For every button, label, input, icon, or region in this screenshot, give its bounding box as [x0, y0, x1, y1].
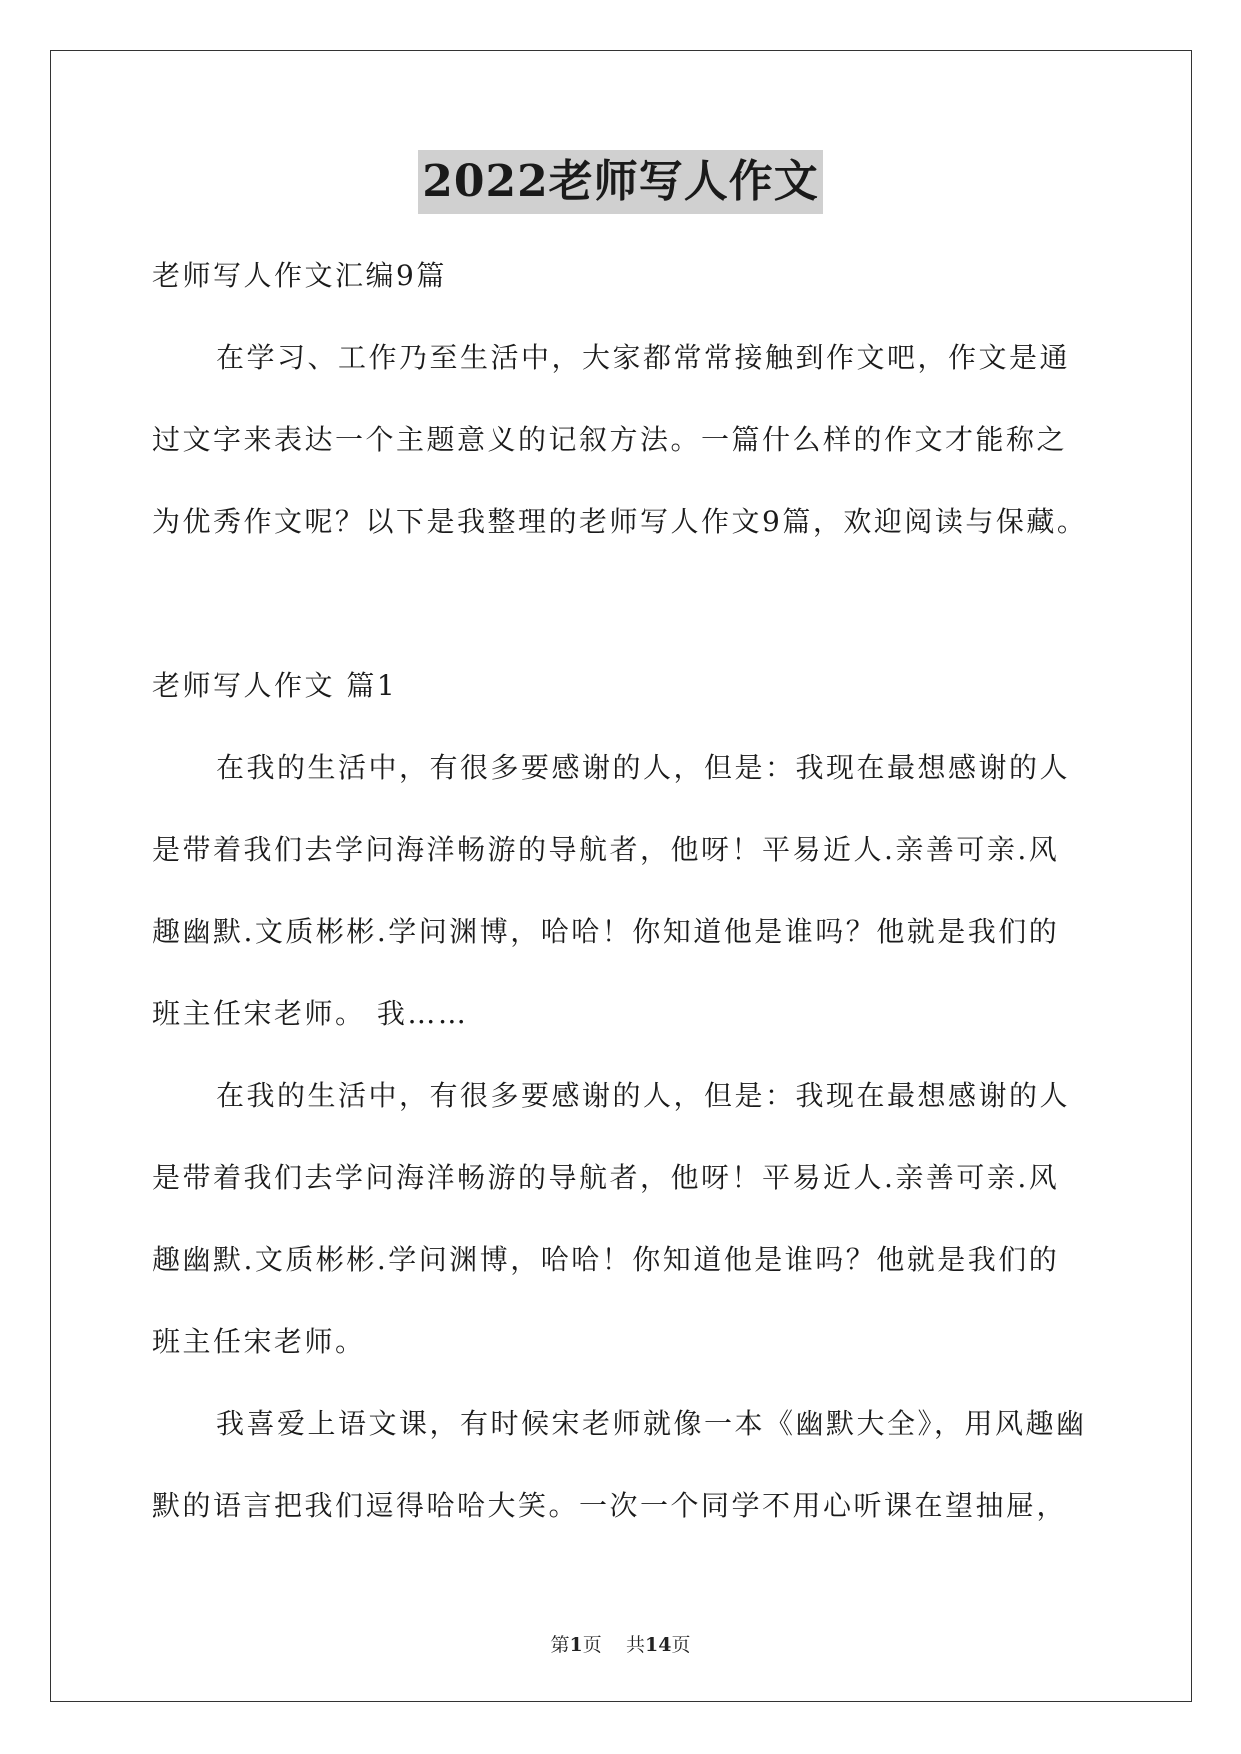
total-prefix: 共 — [625, 1634, 645, 1656]
total-suffix: 页 — [671, 1634, 691, 1656]
para1-line: 在我的生活中，有很多要感谢的人，但是：我现在最想感谢的人 — [216, 751, 1071, 784]
para1-line: 是带着我们去学问海洋畅游的导航者，他呀！平易近人.亲善可亲.风 — [152, 833, 1060, 866]
para2-line: 趣幽默.文质彬彬.学问渊博，哈哈！你知道他是谁吗？他就是我们的 — [152, 1243, 1060, 1276]
intro-line: 在学习、工作乃至生活中，大家都常常接触到作文吧，作文是通 — [216, 341, 1071, 374]
para2-line: 是带着我们去学问海洋畅游的导航者，他呀！平易近人.亲善可亲.风 — [152, 1161, 1060, 1194]
document-title: 2022老师写人作文 — [418, 150, 822, 214]
section-heading: 老师写人作文 篇1 — [152, 669, 398, 702]
title-container — [0, 150, 1241, 214]
intro-line: 为优秀作文呢？以下是我整理的老师写人作文9篇，欢迎阅读与保藏。 — [152, 505, 1088, 538]
para2-line: 在我的生活中，有很多要感谢的人，但是：我现在最想感谢的人 — [216, 1079, 1071, 1112]
para1-line: 班主任宋老师。 我…… — [152, 997, 469, 1030]
para3-line: 默的语言把我们逗得哈哈大笑。一次一个同学不用心听课在望抽屉， — [152, 1489, 1068, 1522]
page-footer — [0, 1630, 1241, 1657]
para3-line: 我喜爱上语文课，有时候宋老师就像一本《幽默大全》，用风趣幽 — [216, 1407, 1087, 1440]
para2-line: 班主任宋老师。 — [152, 1325, 366, 1358]
page-prefix: 第 — [550, 1634, 570, 1656]
page-suffix: 页 — [582, 1634, 602, 1656]
document-subtitle: 老师写人作文汇编9篇 — [152, 259, 447, 292]
total-pages: 14 — [644, 1634, 672, 1656]
para1-line: 趣幽默.文质彬彬.学问渊博，哈哈！你知道他是谁吗？他就是我们的 — [152, 915, 1060, 948]
paragraph-gap — [152, 563, 1092, 645]
document-body — [152, 235, 1092, 1547]
intro-line: 过文字来表达一个主题意义的记叙方法。一篇什么样的作文才能称之 — [152, 423, 1068, 456]
page-number: 1 — [569, 1634, 583, 1656]
